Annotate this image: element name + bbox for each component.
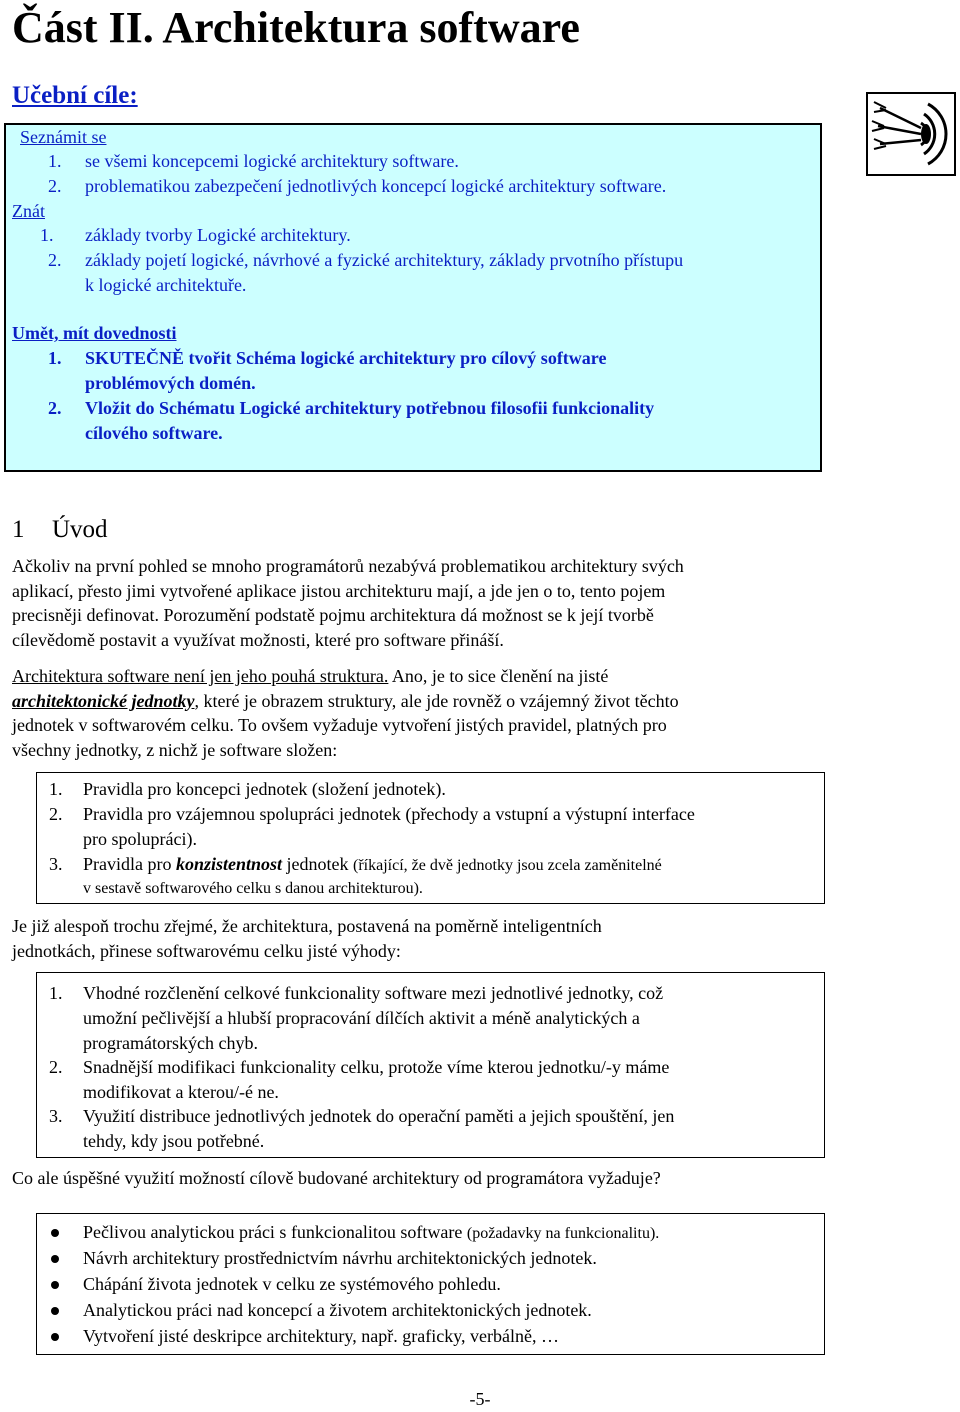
rules-item-3-b: jednotek (282, 854, 354, 874)
rules-item-3-cont: v sestavě softwarového celku s danou architekturou). (83, 880, 423, 897)
rules-item-3-a: Pravidla pro (83, 854, 176, 874)
learning-goals-box (4, 123, 822, 472)
para2-line-1-rest: Ano, je to sice členění na jisté (388, 666, 609, 686)
goals-seznamit-item-1: se všemi koncepcemi logické architektury software. (85, 151, 459, 171)
section-title: Úvod (52, 516, 108, 543)
benefits-intro-paragraph (12, 914, 942, 963)
goals-znat-num-1: 1. (40, 225, 54, 245)
architecture-statement: Architektura software není jen jeho pouhá struktura. (12, 666, 389, 686)
requirement-4: Analytickou práci nad koncepcí a životem architektonických jednotek. (83, 1300, 592, 1320)
benefit-2-line-2: modifikovat a kterou/-é ne. (83, 1082, 279, 1102)
page-number: -5- (469, 1389, 491, 1409)
requirement-1 (83, 1220, 659, 1247)
intro-paragraph (12, 554, 942, 652)
bullet-icon (51, 1281, 59, 1289)
rules-num-3: 3. (49, 854, 63, 874)
benefit-num-2: 2. (49, 1057, 63, 1077)
para2-line-4: všechny jednotky, z nichž je software složen: (12, 739, 338, 760)
benefit-1-line-1: Vhodné rozčlenění celkové funkcionality software mezi jednotlivé jednotky, což (83, 983, 664, 1003)
goals-seznamit-num-1: 1. (48, 151, 62, 171)
benefit-1-line-3: programátorských chyb. (83, 1033, 258, 1053)
benefit-3-line-1: Využití distribuce jednotlivých jednotek do operační paměti a jejich spouštění, jen (83, 1106, 675, 1126)
question-text: Co ale úspěšné využití možností cílově budované architektury od programátora vyžaduje? (12, 1168, 661, 1188)
bullet-icon (51, 1229, 59, 1237)
rules-num-2: 2. (49, 804, 63, 824)
goals-umet-num-1: 1. (48, 348, 62, 368)
rules-num-1: 1. (49, 779, 63, 799)
goals-umet-item-2: Vložit do Schématu Logické architektury potřebnou filosofii funkcionality (85, 398, 655, 418)
rules-item-1: Pravidla pro koncepci jednotek (složení jednotek). (83, 779, 446, 799)
requirement-5: Vytvoření jisté deskripce architektury, např. graficky, verbálně, … (83, 1326, 559, 1346)
rules-item-2-cont: pro spolupráci). (83, 829, 197, 849)
goals-znat-item-1: základy tvorby Logické architektury. (85, 225, 351, 245)
architectural-units-term: architektonické jednotky (12, 690, 195, 711)
goals-znat-num-2: 2. (48, 250, 62, 270)
intro-line-1: Ačkoliv na první pohled se mnoho programátorů nezabývá problematikou architektury svých (12, 556, 684, 576)
goals-seznamit-item-2: problematikou zabezpečení jednotlivých koncepcí logické architektury software. (85, 176, 667, 196)
goals-umet-item-1: SKUTEČNĚ tvořit Schéma logické architektury pro cílový software (85, 348, 607, 368)
goals-znat-item-2: základy pojetí logické, návrhové a fyzické architektury, základy prvotního přístupu (85, 250, 684, 270)
requirements-list-box (36, 1213, 825, 1355)
goals-umet-num-2: 2. (48, 398, 62, 418)
benefit-1-line-2: umožní pečlivější a hlubší propracování dílčích aktivit a méně analytických a (83, 1008, 640, 1028)
section-heading (12, 513, 108, 547)
intro-line-3: precisněji definovat. Porozumění podstatě pojmu architektura dá možnost se k její tvorbě (12, 605, 654, 625)
target-with-arrows-icon (866, 92, 956, 176)
requirements-question (12, 1166, 942, 1191)
goals-znat-item-2-cont: k logické architektuře. (85, 275, 247, 295)
bullet-icon (51, 1333, 59, 1341)
page-title: Část II. Architektura software (12, 3, 580, 52)
requirement-2: Návrh architektury prostřednictvím návrhu architektonických jednotek. (83, 1248, 597, 1268)
goals-umet-item-1-cont: problémových domén. (85, 373, 256, 393)
bullet-icon (51, 1255, 59, 1263)
benefits-list-box (36, 972, 825, 1158)
benefit-num-1: 1. (49, 983, 63, 1003)
rules-item-3-note: (říkající, že dvě jednotky jsou zcela zaměnitelné (353, 857, 662, 874)
architecture-paragraph (12, 664, 942, 762)
intro-line-2: aplikací, přesto jimi vytvořené aplikace jistou architekturu mají, a jde jen o to, tento pojem (12, 580, 666, 601)
para2-line-2-rest: , které je obrazem struktury, ale jde rovněž o vzájemný život těchto (194, 690, 679, 711)
learning-goals-heading: Učební cíle: (12, 82, 138, 109)
requirement-1-text: Pečlivou analytickou práci s funkcionalitou software (83, 1222, 467, 1242)
section-number: 1 (12, 516, 25, 543)
consistency-term: konzistentnost (175, 854, 283, 874)
para2-line-3: jednotek v softwarovém celku. To ovšem vyžaduje vytvoření jistých pravidel, platných pro (12, 715, 667, 735)
para3-line-1: Je již alespoň trochu zřejmé, že architektura, postavená na poměrně inteligentních (12, 916, 602, 936)
goals-znat-heading: Znát (12, 201, 45, 221)
intro-line-4: cílevědomě postavit a využívat možnosti, které pro software přináší. (12, 629, 504, 650)
para3-line-2: jednotkách, přinese softwarovému celku jisté výhody: (12, 940, 401, 961)
goals-seznamit-heading: Seznámit se (20, 127, 107, 147)
rules-item-2: Pravidla pro vzájemnou spolupráci jednotek (přechody a vstupní a výstupní interface (83, 804, 695, 824)
rules-list-box (36, 772, 825, 904)
goals-seznamit-num-2: 2. (48, 176, 62, 196)
benefit-3-line-2: tehdy, kdy jsou potřebné. (83, 1131, 265, 1151)
goals-umet-item-2-cont: cílového software. (85, 423, 223, 443)
benefit-num-3: 3. (49, 1106, 63, 1126)
requirement-1-note: (požadavky na funkcionalitu). (466, 1225, 660, 1242)
benefit-2-line-1: Snadnější modifikaci funkcionality celku, protože víme kterou jednotku/-y máme (83, 1057, 670, 1077)
bullet-icon (51, 1307, 59, 1315)
rules-item-3 (83, 852, 662, 879)
goals-umet-heading: Umět, mít dovednosti (12, 323, 177, 343)
requirement-3: Chápání života jednotek v celku ze systémového pohledu. (83, 1274, 501, 1294)
